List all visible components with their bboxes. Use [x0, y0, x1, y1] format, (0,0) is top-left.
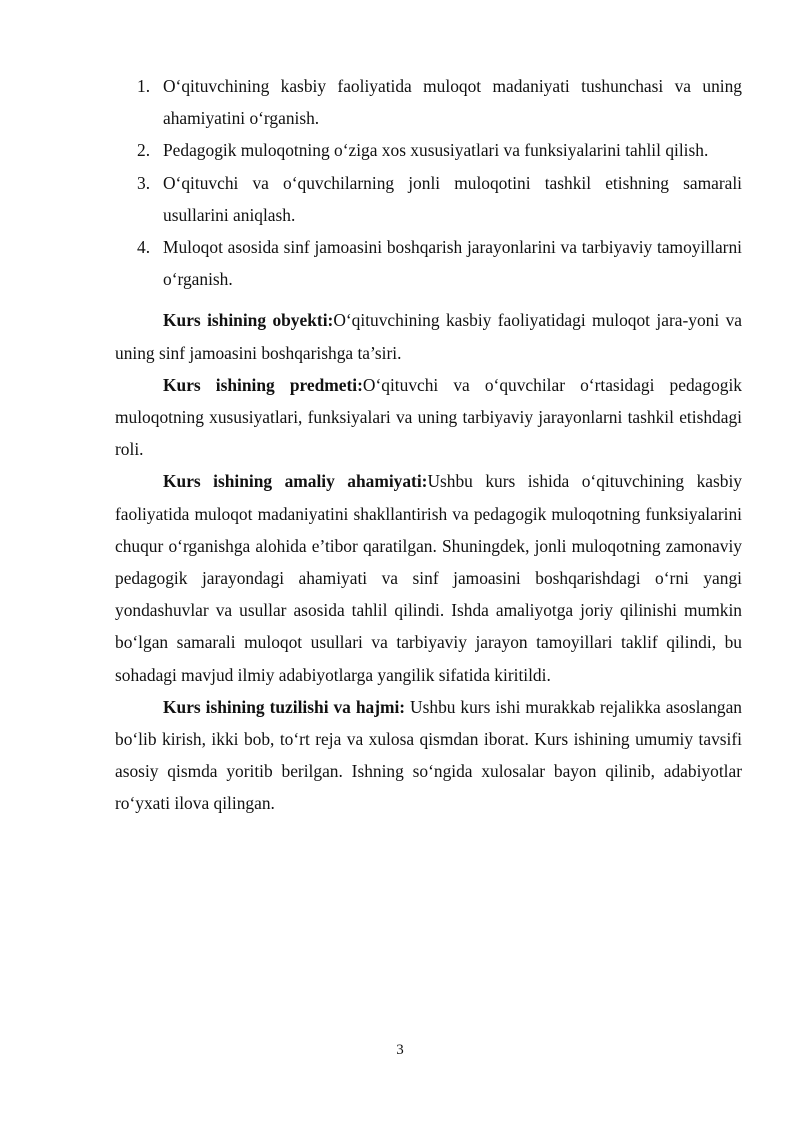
list-item-number: 1. — [137, 76, 151, 96]
paragraph-label: Kurs ishining amaliy ahamiyati: — [163, 471, 428, 492]
paragraph-text: O‘qituvchining kasbiy faoliyatidagi muloqot jara-yoni va uning sinf jamoasini boshqarishga ta’siri. — [115, 310, 742, 363]
list-item-text: Muloqot asosida sinf jamoasini boshqarish jarayonlarini va tarbiyaviy tamoyillarni o‘rganish. — [163, 237, 742, 290]
page-number: 3 — [396, 1042, 404, 1058]
paragraph-text: O‘qituvchi va o‘quvchilar o‘rtasidagi pedagogik muloqotning xususiyatlari, funksiyalari va uning tarbiyaviy jarayonlarni tashkil etishdagi roli. — [115, 374, 742, 460]
list-item-number: 3. — [137, 172, 151, 193]
list-item — [115, 167, 742, 231]
list-item — [115, 231, 742, 295]
list-item-number: 2. — [137, 140, 151, 161]
page-content — [115, 70, 742, 820]
list-item-number: 4. — [137, 237, 151, 258]
list-item-text: O‘qituvchining kasbiy faoliyatida muloqot madaniyati tushunchasi va uning ahamiyatini o‘rganish. — [163, 76, 742, 129]
paragraph-subject — [115, 369, 742, 466]
paragraph-label: Kurs ishining predmeti: — [163, 374, 363, 395]
list-item — [115, 134, 742, 166]
tasks-list — [115, 70, 742, 295]
paragraph-structure — [115, 691, 742, 820]
paragraph-text: Ushbu kurs ishida o‘qituvchining kasbiy faoliyatida muloqot madaniyatini shakllantirish va pedagogik muloqotning funksiyalarini chuqur o‘rganishga alohida e’tibor qaratilgan. Shuningdek, jonli muloqotning zamonaviy pedagogik jarayondagi ahamiyati va sinf jamoasini boshqarishdagi o‘rni yangi yondashuvlar va usullar asosida tahlil qilindi. Ishda amaliyotga joriy qilinishi mumkin bo‘lgan samarali muloqot usullari va tarbiyaviy jarayon tamoyillari taklif qilindi, bu sohadagi mavjud ilmiy adabiyotlarga yangilik sifatida kiritildi. — [115, 471, 742, 685]
list-item-text: Pedagogik muloqotning o‘ziga xos xususiyatlari va funksiyalarini tahlil qilish. — [163, 140, 709, 161]
paragraph-label: Kurs ishining tuzilishi va hajmi: — [163, 696, 406, 717]
paragraph-label: Kurs ishining obyekti: — [163, 310, 334, 331]
paragraph-text: Ushbu kurs ishi murakkab rejalikka asoslangan bo‘lib kirish, ikki bob, to‘rt reja va xulosa qismdan iborat. Kurs ishining umumiy tavsifi asosiy qismda yoritib berilgan. Ishning so‘ngida xulosalar bayon qilinib, adabiyotlar ro‘yxati ilova qilingan. — [115, 696, 742, 814]
paragraph-practical-significance — [115, 465, 742, 690]
paragraph-object — [115, 304, 742, 368]
list-item-text: O‘qituvchi va o‘quvchilarning jonli muloqotini tashkil etishning samarali usullarini aniqlash. — [163, 172, 742, 225]
list-item — [115, 70, 742, 134]
